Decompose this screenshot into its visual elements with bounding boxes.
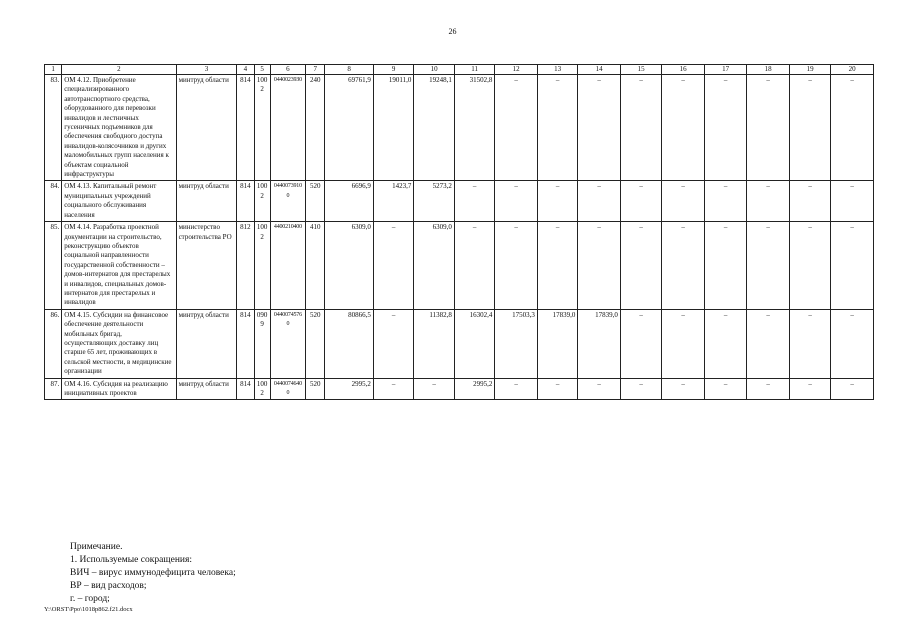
- column-header: 19: [789, 65, 831, 75]
- table-cell: 520: [306, 181, 325, 222]
- note-line: ВИЧ – вирус иммунодефицита человека;: [70, 568, 236, 578]
- table-cell: –: [537, 75, 577, 181]
- table-cell: –: [620, 309, 662, 378]
- table-row: [45, 309, 874, 378]
- table-cell: 87.: [45, 378, 62, 400]
- table-cell: –: [373, 378, 413, 400]
- table-cell: 1002: [254, 378, 270, 400]
- table-cell: –: [454, 222, 494, 310]
- table-cell: 812: [237, 222, 254, 310]
- table-cell: –: [662, 222, 705, 310]
- table-cell: –: [620, 378, 662, 400]
- table-cell: 1002: [254, 181, 270, 222]
- table-cell: –: [495, 181, 538, 222]
- column-header: 5: [254, 65, 270, 75]
- table-cell: 6309,0: [414, 222, 454, 310]
- table-cell: –: [620, 75, 662, 181]
- column-header: 9: [373, 65, 413, 75]
- table-cell: 1002: [254, 75, 270, 181]
- table-cell: –: [620, 181, 662, 222]
- column-header: 11: [454, 65, 494, 75]
- table-cell: 1002: [254, 222, 270, 310]
- table-cell: –: [662, 75, 705, 181]
- table-cell: министерство строительства РО: [176, 222, 237, 310]
- table-cell: –: [831, 75, 874, 181]
- table-cell: –: [454, 181, 494, 222]
- table-cell: 85.: [45, 222, 62, 310]
- table-cell: 1423,7: [373, 181, 413, 222]
- table-cell: 5273,2: [414, 181, 454, 222]
- table-cell: –: [662, 378, 705, 400]
- table-cell: 83.: [45, 75, 62, 181]
- column-header: 13: [537, 65, 577, 75]
- table-cell: минтруд области: [176, 309, 237, 378]
- budget-table: [44, 64, 874, 400]
- column-header: 6: [270, 65, 305, 75]
- table-cell: –: [704, 222, 747, 310]
- table-cell: 31502,8: [454, 75, 494, 181]
- table-cell: ОМ 4.12. Приобретение специализированного автотранспортного средства, оборудованного для перевозки инвалидов и лестничных гусеничных подъемников для обеспечения свободного доступа инвалидов-колясочников и других маломобильных групп населения к объектам социальной инфраструктуры: [62, 75, 176, 181]
- table-cell: 6309,0: [325, 222, 374, 310]
- table-cell: –: [747, 75, 790, 181]
- table-cell: –: [704, 378, 747, 400]
- table-cell: 11382,8: [414, 309, 454, 378]
- table-cell: 19248,1: [414, 75, 454, 181]
- table-cell: –: [537, 222, 577, 310]
- table-cell: 520: [306, 378, 325, 400]
- table-cell: минтруд области: [176, 181, 237, 222]
- table-cell: 2995,2: [454, 378, 494, 400]
- table-cell: минтруд области: [176, 378, 237, 400]
- table-cell: 814: [237, 378, 254, 400]
- notes-section: [70, 541, 236, 606]
- table-cell: 2995,2: [325, 378, 374, 400]
- table-cell: –: [414, 378, 454, 400]
- column-header: 4: [237, 65, 254, 75]
- table-cell: –: [578, 222, 621, 310]
- table-cell: 69761,9: [325, 75, 374, 181]
- table-cell: –: [373, 309, 413, 378]
- note-line: ВР – вид расходов;: [70, 581, 147, 591]
- table-cell: –: [789, 378, 831, 400]
- table-cell: ОМ 4.15. Субсидии на финансовое обеспечение деятельности мобильных бригад, осуществляющих доставку лиц старше 65 лет, проживающих в сельской местности, в медицинские организации: [62, 309, 176, 378]
- column-header: 17: [704, 65, 747, 75]
- table-cell: –: [495, 75, 538, 181]
- table-cell: 80866,5: [325, 309, 374, 378]
- table-cell: –: [831, 378, 874, 400]
- table-cell: 6696,9: [325, 181, 374, 222]
- table-cell: –: [662, 181, 705, 222]
- table-cell: 814: [237, 181, 254, 222]
- table-cell: ОМ 4.13. Капитальный ремонт муниципальных учреждений социального обслуживания населения: [62, 181, 176, 222]
- table-cell: –: [537, 181, 577, 222]
- file-path: Y:\ORST\Ppo\1018p862.f21.docx: [44, 606, 133, 613]
- table-cell: –: [578, 75, 621, 181]
- table-cell: –: [789, 181, 831, 222]
- table-cell: –: [747, 309, 790, 378]
- table-cell: –: [704, 75, 747, 181]
- table-cell: минтруд области: [176, 75, 237, 181]
- table-cell: 04400239З0: [270, 75, 305, 181]
- table-cell: –: [537, 378, 577, 400]
- table-cell: –: [747, 378, 790, 400]
- column-header: 3: [176, 65, 237, 75]
- table-cell: 4400210400: [270, 222, 305, 310]
- table-cell: 410: [306, 222, 325, 310]
- table-cell: 17839,0: [578, 309, 621, 378]
- table-cell: 814: [237, 309, 254, 378]
- column-header: 20: [831, 65, 874, 75]
- table-cell: 17503,3: [495, 309, 538, 378]
- table-cell: 520: [306, 309, 325, 378]
- table-cell: –: [789, 75, 831, 181]
- table-cell: –: [789, 222, 831, 310]
- table-row: [45, 75, 874, 181]
- table-cell: 04400739100: [270, 181, 305, 222]
- table-row: [45, 378, 874, 400]
- column-header: 1: [45, 65, 62, 75]
- table-cell: –: [373, 222, 413, 310]
- table-cell: 04400746400: [270, 378, 305, 400]
- column-header: 18: [747, 65, 790, 75]
- column-header: 10: [414, 65, 454, 75]
- table-cell: 84.: [45, 181, 62, 222]
- column-header: 7: [306, 65, 325, 75]
- page-number: 26: [448, 27, 457, 36]
- table-row: [45, 222, 874, 310]
- table-cell: –: [495, 378, 538, 400]
- column-header: 2: [62, 65, 176, 75]
- table-cell: –: [578, 181, 621, 222]
- column-header: 8: [325, 65, 374, 75]
- column-header: 15: [620, 65, 662, 75]
- table-cell: –: [747, 181, 790, 222]
- column-header: 16: [662, 65, 705, 75]
- table-cell: –: [704, 181, 747, 222]
- table-cell: 814: [237, 75, 254, 181]
- column-header: 12: [495, 65, 538, 75]
- table-cell: –: [578, 378, 621, 400]
- table-cell: ОМ 4.16. Субсидия на реализацию инициативных проектов: [62, 378, 176, 400]
- table-cell: –: [831, 222, 874, 310]
- table-cell: –: [831, 181, 874, 222]
- table-cell: 04400745760: [270, 309, 305, 378]
- table-cell: –: [704, 309, 747, 378]
- table-cell: –: [495, 222, 538, 310]
- table-cell: 16302,4: [454, 309, 494, 378]
- table-cell: 0909: [254, 309, 270, 378]
- notes-title: Примечание.: [70, 542, 123, 552]
- table-cell: 17839,0: [537, 309, 577, 378]
- table-cell: 19011,0: [373, 75, 413, 181]
- table-cell: ОМ 4.14. Разработка проектной документации на строительство, реконструкцию объектов социальной направленности государственной собственности – домов-интернатов для престарелых и инвалидов, специальных домов-интернатов для престарелых и инвалидов: [62, 222, 176, 310]
- table-cell: –: [620, 222, 662, 310]
- table-cell: 240: [306, 75, 325, 181]
- table-cell: –: [662, 309, 705, 378]
- note-line: г. – город;: [70, 594, 110, 604]
- table-cell: –: [831, 309, 874, 378]
- note-line: 1. Используемые сокращения:: [70, 555, 192, 565]
- table-row: [45, 181, 874, 222]
- table-cell: 86.: [45, 309, 62, 378]
- column-header: 14: [578, 65, 621, 75]
- header-row: [45, 65, 874, 75]
- table-cell: –: [789, 309, 831, 378]
- table-cell: –: [747, 222, 790, 310]
